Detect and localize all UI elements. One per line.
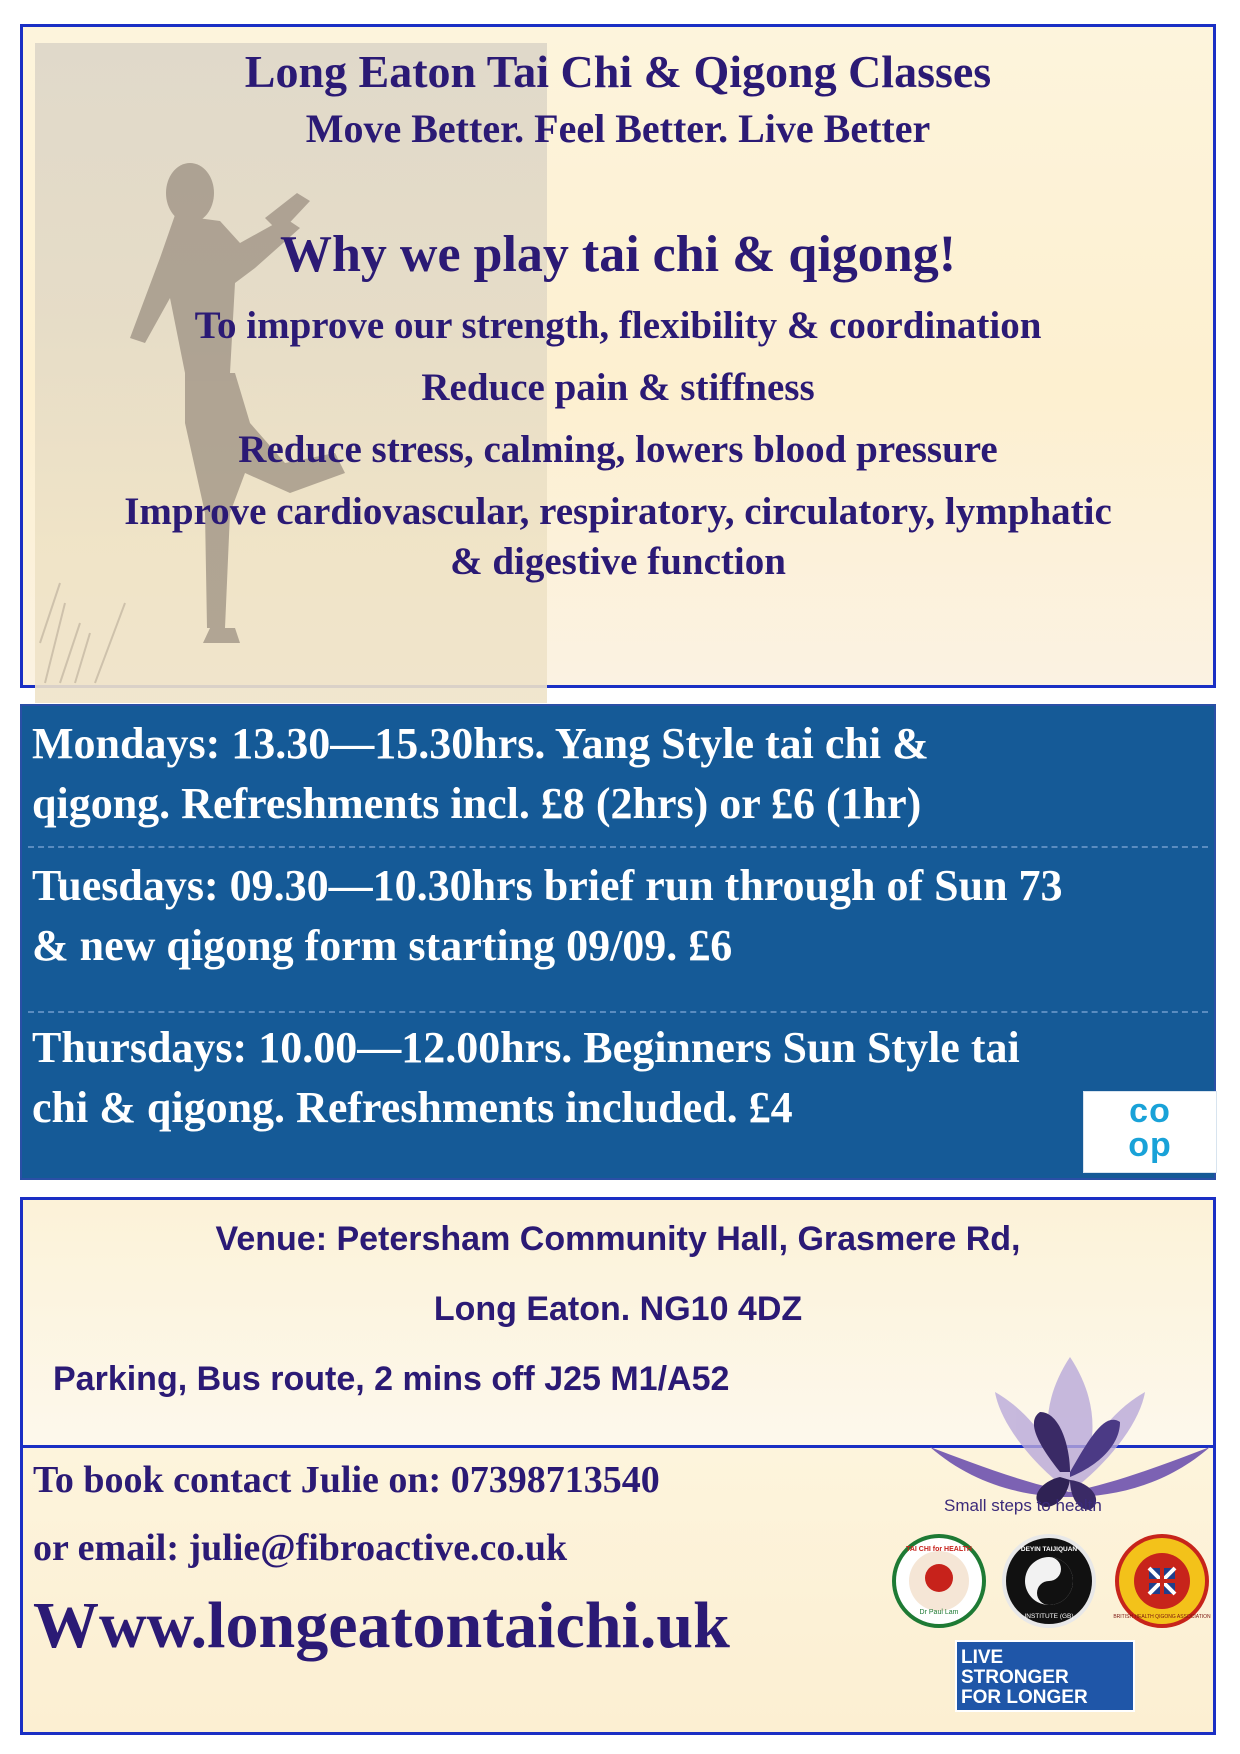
schedule-monday — [32, 714, 1212, 834]
benefit-item: Reduce pain & stiffness — [421, 366, 815, 409]
coop-logo-bottom: op — [1128, 1126, 1172, 1164]
venue-address-line2: Long Eaton. NG10 4DZ — [433, 1290, 803, 1328]
live-stronger-line2: STRONGER — [961, 1667, 1069, 1688]
contact-email[interactable]: or email: julie@fibroactive.co.uk — [33, 1527, 568, 1569]
schedule-tuesday-line1: Tuesdays: 09.30—10.30hrs brief run through of Sun 73 — [32, 861, 1063, 910]
coop-logo — [1083, 1091, 1217, 1173]
divider — [28, 846, 1208, 848]
dexin-taijiquan-badge — [1002, 1534, 1096, 1628]
divider — [28, 1011, 1208, 1013]
intro-panel — [20, 24, 1216, 688]
benefit-item: Reduce stress, calming, lowers blood pressure — [238, 428, 998, 471]
tagline: Move Better. Feel Better. Live Better — [305, 106, 931, 151]
venue-address-line1: Venue: Petersham Community Hall, Grasmere Rd, — [215, 1220, 1021, 1258]
bhqa-badge-text: BRITISH HEALTH QIGONG ASSOCIATION — [1113, 1614, 1211, 1620]
why-heading: Why we play tai chi & qigong! — [279, 226, 957, 283]
benefit-item: & digestive function — [450, 540, 786, 583]
schedule-thursday — [32, 1018, 1212, 1138]
live-stronger-logo — [955, 1640, 1135, 1712]
british-health-qigong-badge — [1115, 1534, 1209, 1628]
coop-logo-top: co — [1129, 1092, 1171, 1130]
dexin-badge-text: DEYIN TAIJIQUAN — [1020, 1546, 1078, 1553]
benefit-item: To improve our strength, flexibility & coordination — [194, 304, 1042, 347]
lotus-caption: Small steps to health — [944, 1496, 1102, 1515]
website-link[interactable]: Www.longeatontaichi.uk — [33, 1589, 730, 1662]
taichi-for-health-badge — [892, 1534, 986, 1628]
dexin-badge-sub: INSTITUTE (GB) — [1024, 1613, 1074, 1620]
live-stronger-line1: LIVE — [961, 1647, 1004, 1668]
live-stronger-line3: FOR LONGER — [961, 1687, 1088, 1708]
contact-phone: To book contact Julie on: 07398713540 — [33, 1459, 660, 1501]
schedule-monday-line1: Mondays: 13.30—15.30hrs. Yang Style tai chi & — [32, 719, 929, 768]
benefit-item: Improve cardiovascular, respiratory, circulatory, lymphatic — [124, 490, 1112, 533]
schedule-tuesday — [32, 856, 1212, 976]
page-title: Long Eaton Tai Chi & Qigong Classes — [244, 46, 992, 97]
schedule-thursday-line2: chi & qigong. Refreshments included. £4 — [32, 1083, 793, 1132]
schedule-panel — [20, 704, 1216, 1180]
venue-travel-info: Parking, Bus route, 2 mins off J25 M1/A52 — [53, 1360, 730, 1398]
schedule-monday-line2: qigong. Refreshments incl. £8 (2hrs) or £6 (1hr) — [32, 779, 922, 828]
taichi-badge-sub: Dr Paul Lam — [919, 1609, 959, 1616]
schedule-thursday-line1: Thursdays: 10.00—12.00hrs. Beginners Sun Style tai — [32, 1023, 1020, 1072]
taichi-badge-text: TAI CHI for HEALTH — [906, 1546, 972, 1553]
schedule-tuesday-line2: & new qigong form starting 09/09. £6 — [32, 921, 733, 970]
